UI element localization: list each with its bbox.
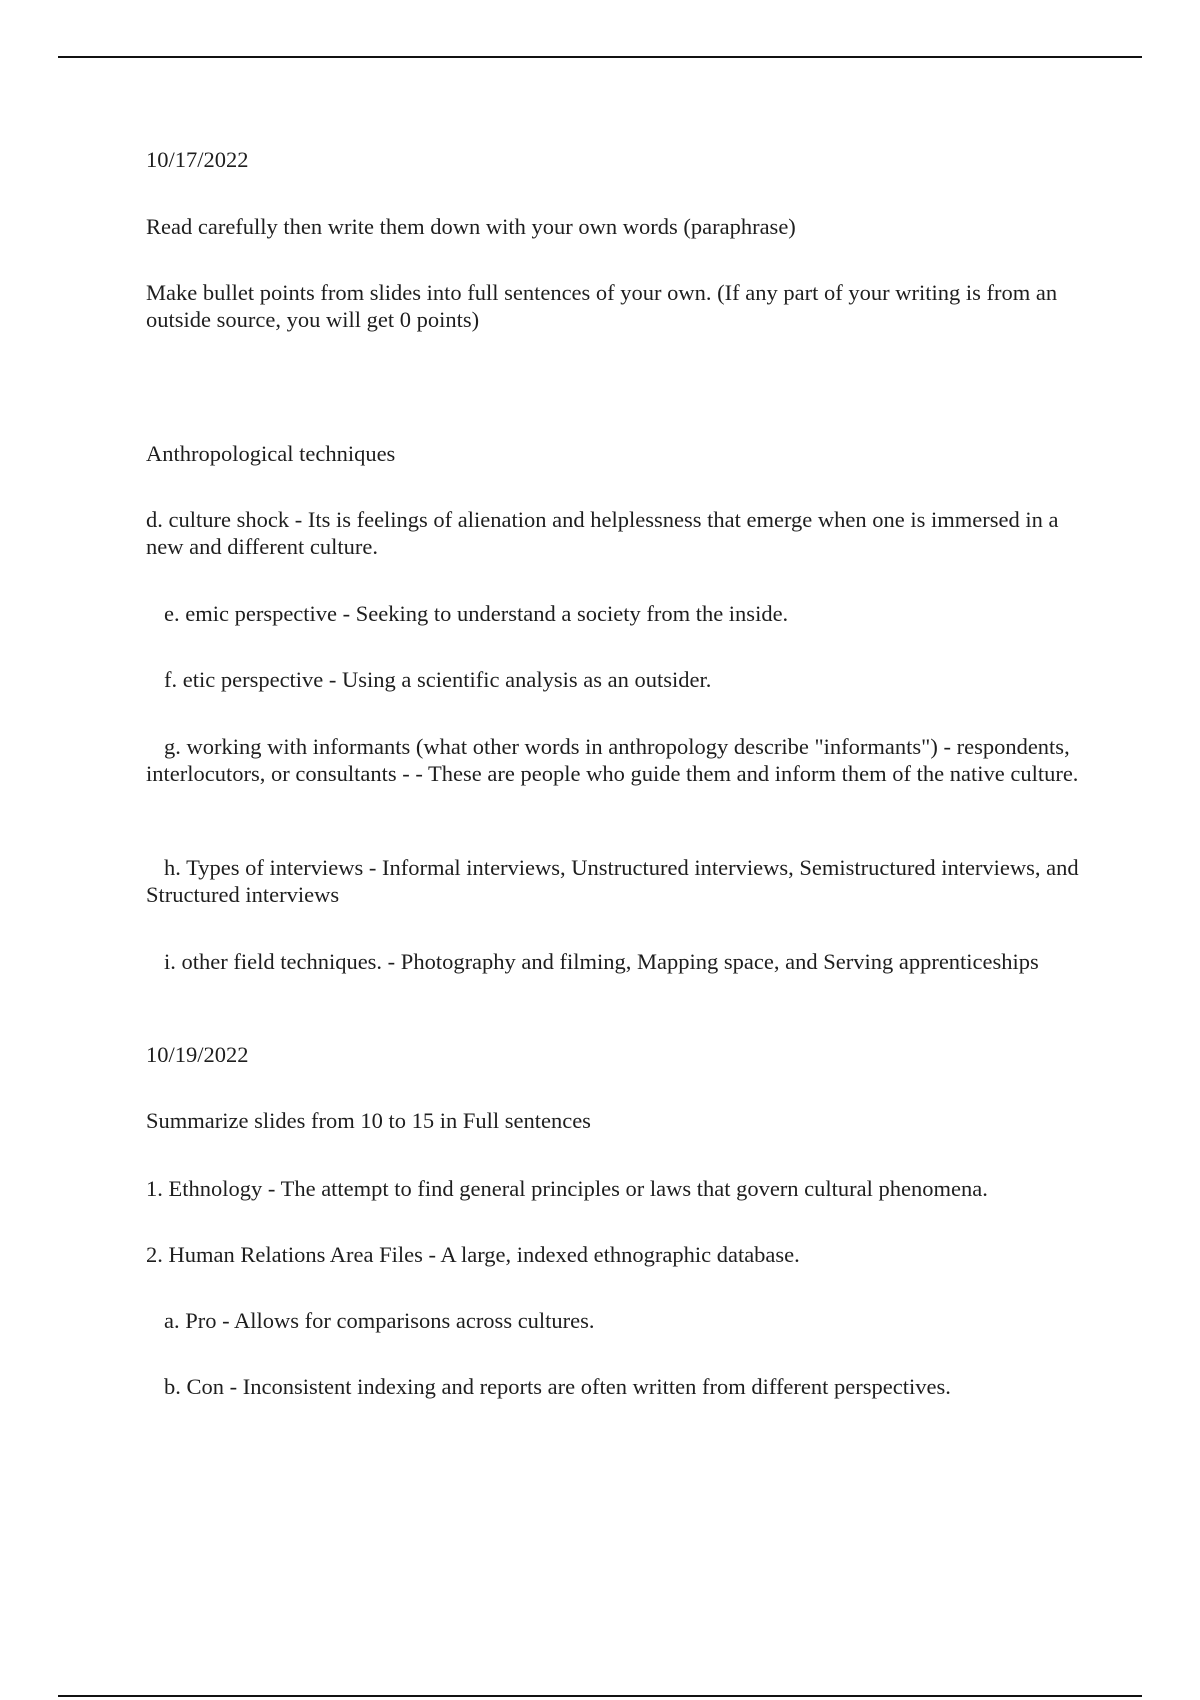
bottom-rule <box>58 1695 1142 1697</box>
instruction-full-sentences: Make bullet points from slides into full sentences of your own. (If any part of your writing is from an outside source, you will get 0 points) <box>146 280 1058 332</box>
item-con: b. Con - Inconsistent indexing and reports are often written from different perspectives. <box>164 1374 951 1399</box>
section-heading: Anthropological techniques <box>146 441 396 466</box>
date-heading-2: 10/19/2022 <box>146 1042 249 1067</box>
date-heading-1: 10/17/2022 <box>146 147 249 172</box>
top-rule <box>58 56 1142 58</box>
item-informants: g. working with informants (what other words in anthropology describe "informants") - respondents, interlocutors, or consultants - - These are people who guide them and inform them of the native culture. <box>146 734 1079 786</box>
item-ethnology: 1. Ethnology - The attempt to find general principles or laws that govern cultural phenomena. <box>146 1176 988 1201</box>
item-emic-perspective: e. emic perspective - Seeking to understand a society from the inside. <box>164 601 789 626</box>
item-interview-types: h. Types of interviews - Informal interviews, Unstructured interviews, Semistructured interviews, and Structured interviews <box>146 855 1079 907</box>
item-culture-shock: d. culture shock - Its is feelings of alienation and helplessness that emerge when one is immersed in a new and different culture. <box>146 507 1059 559</box>
instruction-paraphrase: Read carefully then write them down with your own words (paraphrase) <box>146 214 796 239</box>
item-hraf: 2. Human Relations Area Files - A large, indexed ethnographic database. <box>146 1242 800 1267</box>
item-etic-perspective: f. etic perspective - Using a scientific analysis as an outsider. <box>164 667 712 692</box>
instruction-summarize: Summarize slides from 10 to 15 in Full sentences <box>146 1108 591 1133</box>
item-pro: a. Pro - Allows for comparisons across cultures. <box>164 1308 595 1333</box>
item-field-techniques: i. other field techniques. - Photography and filming, Mapping space, and Serving apprenticeships <box>164 949 1039 974</box>
